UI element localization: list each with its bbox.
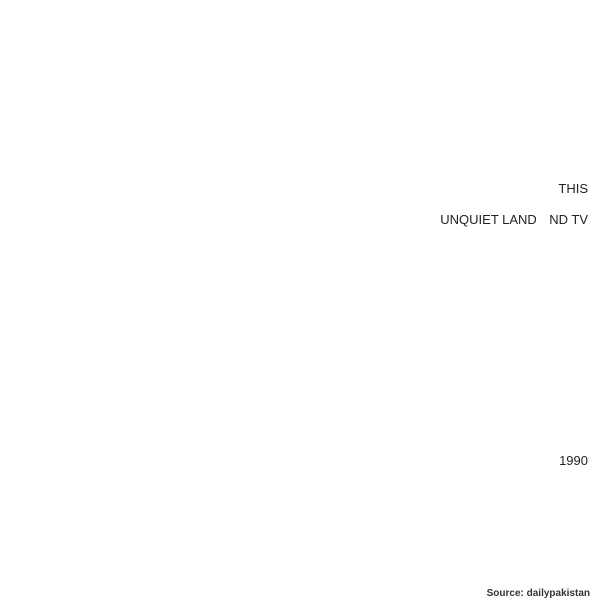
channel-name: ND TV (549, 212, 588, 227)
body-line (12, 537, 588, 567)
book-title-part2: UNQUIET LAND (440, 212, 537, 227)
body-line (12, 356, 588, 386)
body-line-with-book-title (12, 174, 588, 205)
article-body (12, 84, 588, 567)
book-title-part1: THIS (558, 181, 588, 196)
headline-line (12, 36, 588, 66)
body-line-with-book-title (12, 205, 588, 236)
body-line (12, 114, 588, 144)
article-headline (12, 6, 588, 70)
year: 1990 (559, 453, 588, 468)
headline-line (12, 6, 588, 36)
body-line-with-year (12, 446, 588, 477)
body-line (12, 326, 588, 356)
body-line (12, 507, 588, 537)
body-line (12, 236, 588, 266)
body-line (12, 84, 588, 114)
body-line (12, 477, 588, 507)
source-credit: Source: dailypakistan (486, 588, 590, 599)
body-line (12, 266, 588, 296)
body-line (12, 296, 588, 326)
body-line (12, 144, 588, 174)
body-line (12, 386, 588, 416)
body-line (12, 416, 588, 446)
